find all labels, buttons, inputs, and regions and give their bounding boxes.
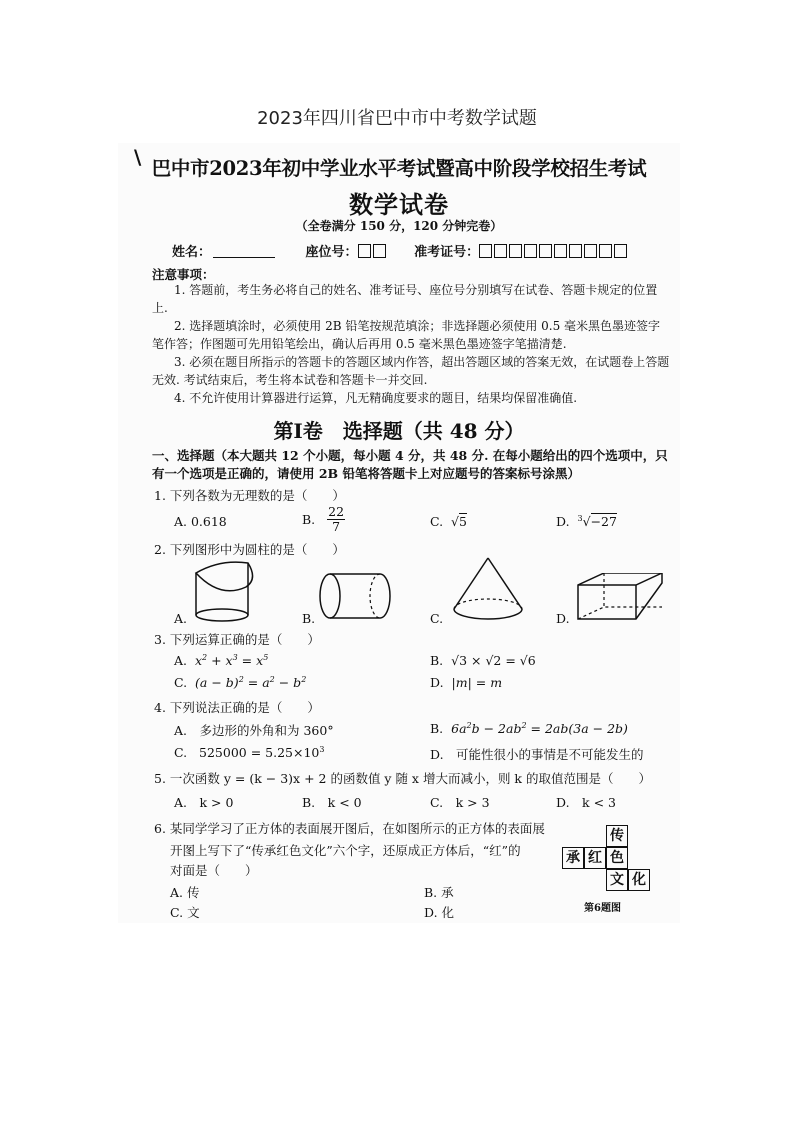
figure-prism [576,573,666,623]
q6-option-d[interactable]: D. 化 [424,905,455,920]
exam-header-title: 巴中市2023年初中学业水平考试暨高中阶段学校招生考试 [151,157,647,180]
q4-option-a[interactable]: A. 多边形的外角和为 360° [174,723,334,738]
net-cell: 承 [562,847,584,869]
q3-option-c[interactable]: C. $(a - b)^2 = a^2 - b^2$ [174,675,307,691]
q6-option-b[interactable]: B. 承 [424,885,454,900]
question-6-stem-line: 6. 某同学学习了正方体的表面展开图后，在如图所示的正方体的表面展 [154,821,545,836]
net-cell: 红 [584,847,606,869]
q4-option-c[interactable]: C. $525000 = 5.25\times 10^3$ [174,745,325,761]
q1-option-a[interactable]: A. 0.618 [174,514,227,529]
q4-option-d[interactable]: D. 可能性很小的事情是不可能发生的 [430,747,644,762]
name-label: 姓名： [172,245,212,260]
q1-option-c[interactable]: C. √5 [430,514,467,529]
note-item: 3. 必须在题目所指示的答题卡的答题区域内作答，超出答题区域的答案无效，在试题卷上答题无效. 考试结束后，考生将本试卷和答题卡一并交回. [152,355,670,387]
name-blank[interactable] [213,257,275,258]
candidate-fields [172,241,629,260]
q4-option-b[interactable]: B. $6a^2b - 2ab^2 = 2ab(3a - 2b)$ [430,721,628,737]
q5-option-a[interactable]: A. k > 0 [174,795,234,810]
note-item: 2. 选择题填涂时，必须使用 2B 铅笔按规范填涂；非选择题必须使用 0.5 毫米黑色墨迹签字笔作答；作图题可先用铅笔绘出，确认后再用 0.5 毫米黑色墨迹签字笔描清楚. [152,319,661,351]
scan-mark: \ [134,145,142,169]
q3-option-b[interactable]: B. √3 × √2 = √6 [430,653,536,668]
seat-boxes[interactable] [358,245,388,260]
fraction-numerator: 22 [328,504,345,519]
net-cell: 化 [628,869,650,891]
notes-title: 注意事项： [152,267,215,282]
figure-cut-cylinder [190,559,262,623]
q3-option-a[interactable]: A. $x^2 + x^3 = x^5$ [174,653,269,669]
fraction-denominator: 7 [332,519,341,534]
note-item: 4. 不允许使用计算器进行运算，凡无精确度要求的题目，结果均保留准确值. [174,391,578,405]
net-cell: 传 [606,825,628,847]
question-2-stem: 2. 下列图形中为圆柱的是（ ） [154,542,345,557]
figure-cone [450,555,526,625]
page-title: 2023年四川省巴中市中考数学试题 [257,108,537,129]
q1-option-d[interactable]: D. $^3$√−27 [556,514,617,530]
q5-option-b[interactable]: B. k < 0 [302,795,362,810]
q2-option-c[interactable]: C. [430,611,444,626]
section-instruction: 一、选择题（本大题共 12 个小题，每小题 4 分，共 48 分. 在每小题给出的四个选项中，只有一个选项是正确的，请使用 2B 铅笔将答题卡上对应题号的答案标号涂黑） [152,448,668,481]
section-title: 第Ⅰ卷 选择题（共 48 分） [273,419,525,443]
q3-option-d[interactable]: D. |m| = m [430,675,503,690]
q5-option-c[interactable]: C. k > 3 [430,795,490,810]
ticket-boxes[interactable] [479,245,629,260]
note-item: 1. 答题前，考生务必将自己的姓名、准考证号、座位号分别填写在试卷、答题卡规定的位置上. [152,283,658,315]
score-note: （全卷满分 150 分，120 分钟完卷） [295,219,503,233]
q1-option-b[interactable]: B. $\frac{22}{7}$ [302,504,345,534]
q6-option-c[interactable]: C. 文 [170,905,200,920]
q2-option-d[interactable]: D. [556,611,570,626]
exam-scan [118,143,680,923]
q5-option-d[interactable]: D. k < 3 [556,795,616,810]
q6-option-a[interactable]: A. 传 [170,885,200,900]
question-3-stem: 3. 下列运算正确的是（ ） [154,632,320,647]
question-6-stem-line: 对面是（ ） [170,863,258,878]
exam-subtitle: 数学试卷 [349,190,449,219]
figure-caption: 第6题图 [584,903,621,914]
net-cell: 色 [606,847,628,869]
q2-option-b[interactable]: B. [302,611,316,626]
ticket-label: 准考证号： [414,245,480,260]
figure-cylinder [318,571,398,621]
question-1-stem: 1. 下列各数为无理数的是（ ） [154,488,345,503]
question-6-stem-line: 开图上写下了“传承红色文化”六个字，还原成正方体后，“红”的 [170,843,521,858]
question-5-stem: 5. 一次函数 y = (k − 3)x + 2 的函数值 y 随 x 增大而减小，则 k 的取值范围是（ ） [154,771,651,786]
seat-label: 座位号： [305,245,358,260]
q2-option-a[interactable]: A. [174,611,188,626]
net-cell: 文 [606,869,628,891]
question-4-stem: 4. 下列说法正确的是（ ） [154,700,320,715]
